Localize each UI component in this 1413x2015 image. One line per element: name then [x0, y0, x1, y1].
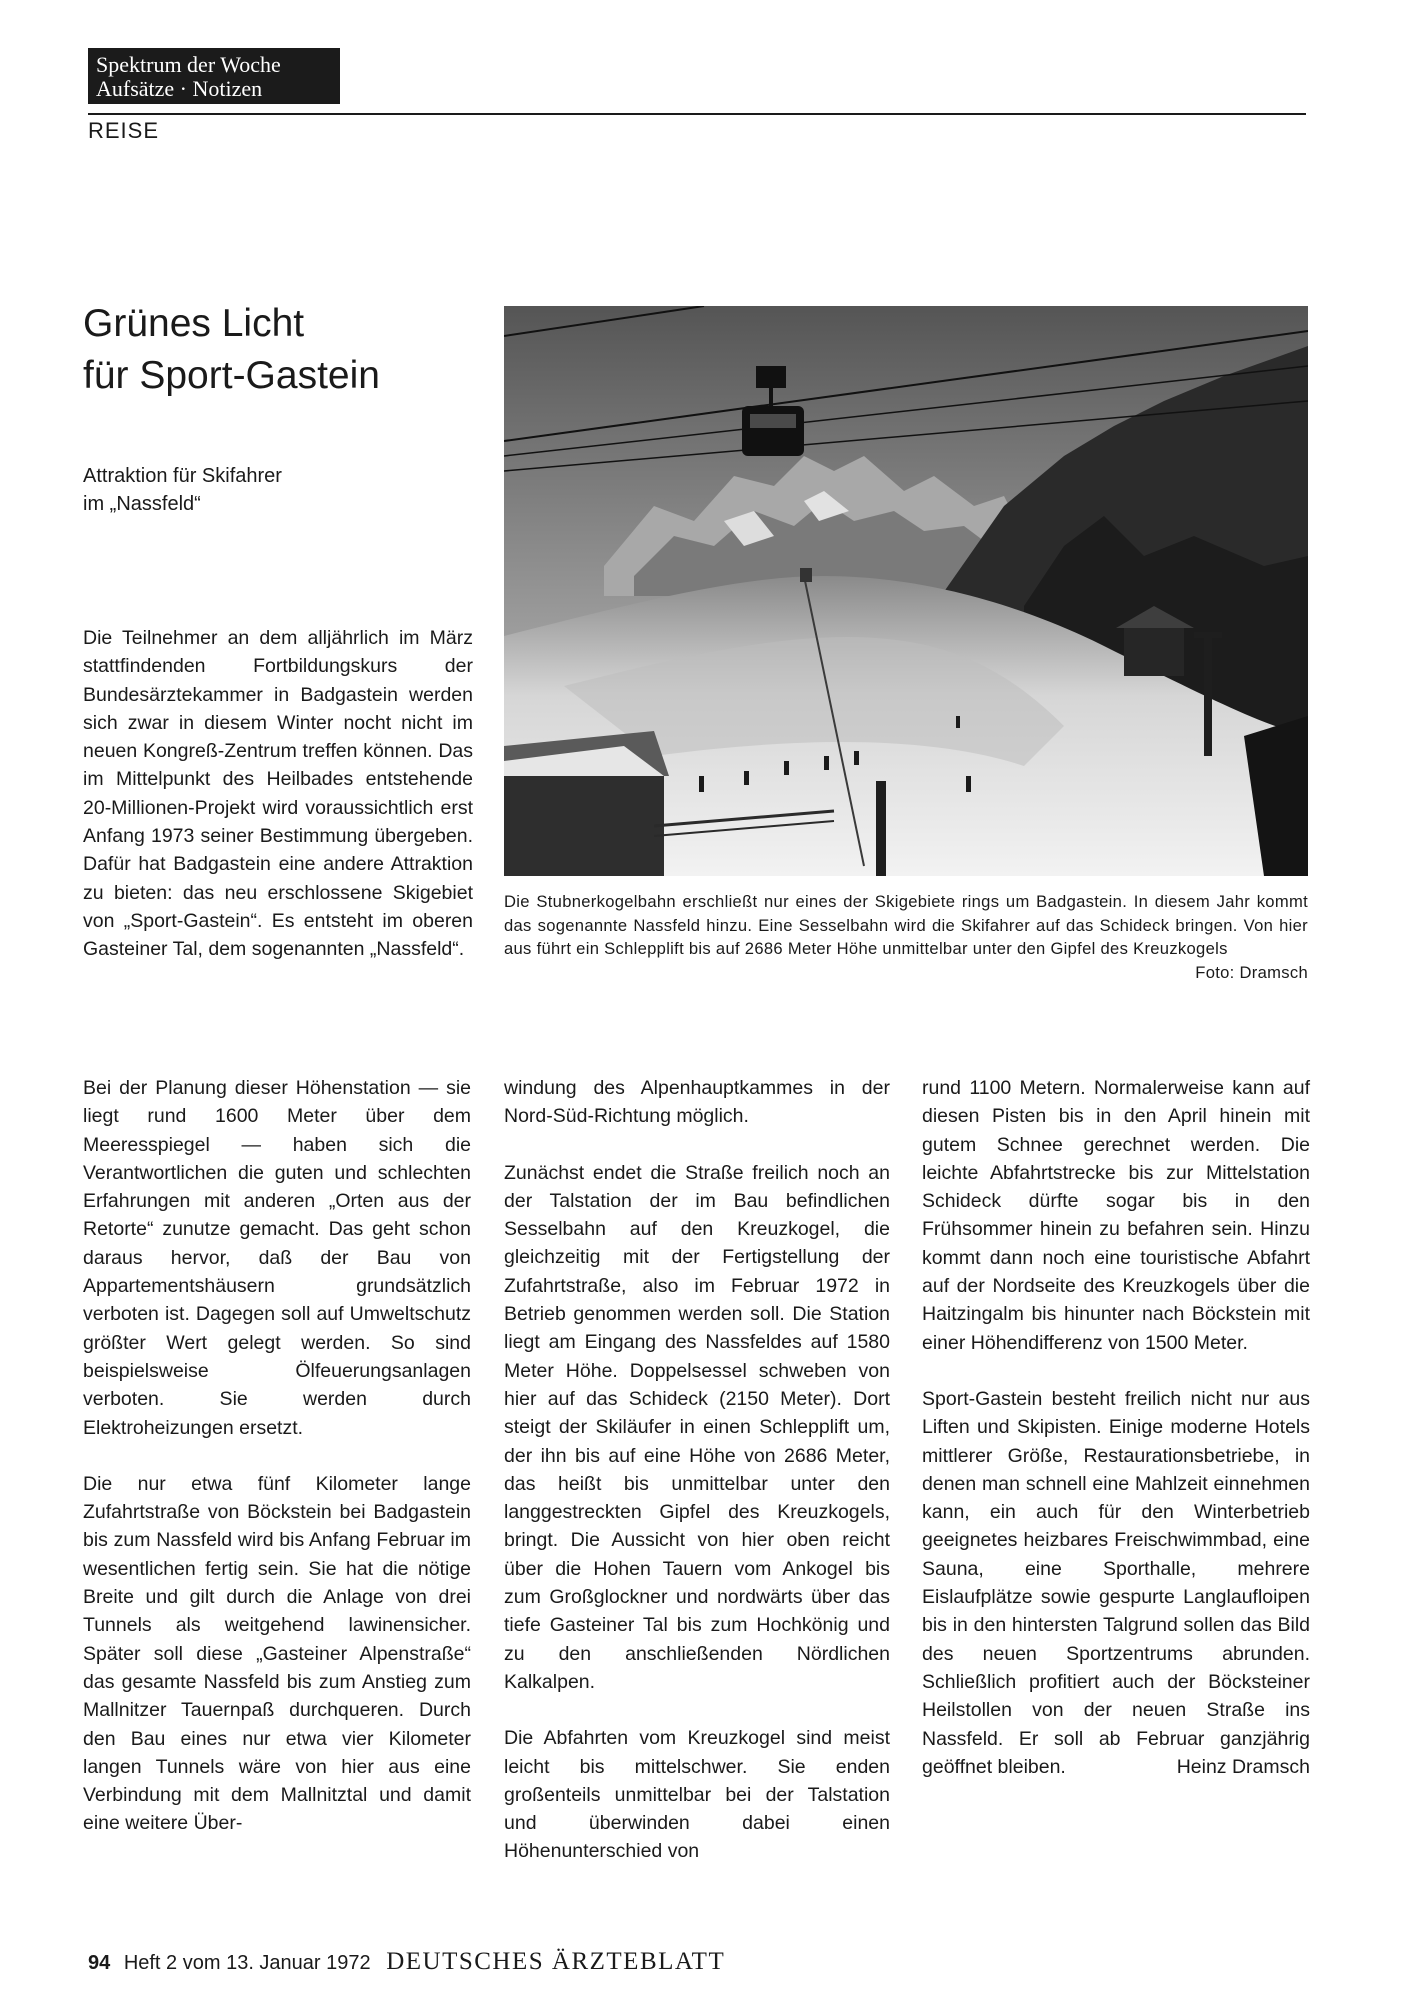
magazine-name: DEUTSCHES ÄRZTEBLATT — [386, 1948, 726, 1975]
paragraph: windung des Alpenhauptkammes in der Nord-Süd-Richtung möglich. — [504, 1077, 890, 1128]
rubric-line-1: Spektrum der Woche — [96, 52, 281, 77]
photo-caption — [504, 890, 1308, 984]
paragraph: Die Abfahrten vom Kreuzkogel sind meist leicht bis mittelschwer. Sie enden großenteils unmittelbar bei der Talstation und überwinden dabei einen Höhenunterschied von — [504, 1727, 890, 1863]
issue-info: Heft 2 vom 13. Januar 1972 — [123, 1952, 371, 1974]
lead-paragraph: Die Teilnehmer an dem alljährlich im März stattfindenden Fortbildungskurs der Bundesärztekammer in Badgastein werden sich zwar in diesem Winter nocht nicht im neuen Kongreß-Zentrum treffen können. Das im Mittelpunkt des Heilbades entstehende 20-Millionen-Projekt wird voraussichtlich erst Anfang 1973 seiner Bestimmung übergeben. Dafür hat Badgastein eine andere Attraktion zu bieten: das neu erschlossene Skigebiet von „Sport-Gastein“. Es entsteht im oberen Gasteiner Tal, dem sogenannten „Nassfeld“. — [83, 627, 473, 961]
cable-car-ski-slope-image — [504, 306, 1308, 876]
article-lead — [83, 624, 473, 964]
rubric-line-2: Aufsätze · Notizen — [96, 76, 263, 101]
article-subtitle-line-2: im „Nassfeld“ — [83, 493, 201, 515]
caption-text: Die Stubnerkogelbahn erschließt nur eines der Skigebiete rings um Badgastein. In diesem Jahr kommt das sogenannte Nassfeld hinzu. Eine Sesselbahn wird die Skifahrer auf das Schideck bringen. Von hier aus führt ein Schlepplift bis auf 2686 Meter Höhe unmittelbar unter den Gipfel des Kreuzkogels — [504, 892, 1308, 958]
header-rule — [88, 113, 1306, 115]
paragraph: rund 1100 Metern. Normalerweise kann auf diesen Pisten bis in den April hinein mit gutem Schnee gerechnet werden. Die leichte Abfahrtstrecke bis zur Mittelstation Schideck dürfte sogar bis in den Frühsommer hinein zu befahren sein. Hinzu kommt dann noch eine touristische Abfahrt auf der Nordseite des Kreuzkogels über die Haitzingalm bis hinunter nach Böckstein mit einer Höhendifferenz von 1500 Meter. — [922, 1077, 1310, 1354]
page-footer — [88, 1948, 725, 1976]
ski-resort-photo — [504, 306, 1308, 876]
article-title — [83, 298, 380, 402]
rubric-badge — [88, 48, 340, 104]
article-subtitle — [83, 462, 282, 518]
article-title-line-2: für Sport-Gastein — [83, 354, 380, 397]
article-subtitle-line-1: Attraktion für Skifahrer — [83, 465, 282, 487]
text-column-3 — [922, 1074, 1310, 1781]
page-number: 94 — [88, 1952, 111, 1974]
section-label: REISE — [88, 118, 160, 143]
paragraph — [922, 1385, 1310, 1781]
text-column-1 — [83, 1074, 471, 1838]
paragraph: Die nur etwa fünf Kilometer lange Zufahrtstraße von Böckstein bei Badgastein bis zum Nassfeld wird bis Anfang Februar im wesentlichen fertig sein. Sie hat die nötige Breite und gilt durch die Anlage von drei Tunnels als weitgehend lawinensicher. Später soll diese „Gasteiner Alpenstraße“ das gesamte Nassfeld bis zum Anstieg zum Mallnitzer Tauernpaß durchqueren. Durch den Bau eines nur etwa vier Kilometer langen Tunnels wäre von hier aus eine Verbindung mit dem Mallnitztal und damit eine weitere Über- — [83, 1472, 471, 1835]
text-column-2 — [504, 1074, 890, 1866]
paragraph: Bei der Planung dieser Höhenstation — sie liegt rund 1600 Meter über dem Meeresspiegel — haben sich die Verantwortlichen die guten und schlechten Erfahrungen mit anderen „Orten aus der Retorte“ zunutze gemacht. Das geht schon daraus hervor, daß der Bau von Appartementshäusern grundsätzlich verboten ist. Dagegen soll auf Umweltschutz größter Wert gelegt werden. So sind beispielsweise Ölfeuerungsanlagen verboten. Sie werden durch Elektroheizungen ersetzt. — [83, 1077, 471, 1439]
paragraph-text: Sport-Gastein besteht freilich nicht nur aus Liften und Skipisten. Einige moderne Hotels mittlerer Größe, Restaurationsbetriebe, in denen man schnell eine Mahlzeit einnehmen kann, ein auch für den Winterbetrieb geeignetes heizbares Freischwimmbad, eine Sauna, eine Sporthalle, mehrere Eislaufplätze sowie gespurte Langlaufloipen bis in den hintersten Talgrund sollen das Bild des neuen Sportzentrums abrunden. Schließlich profitiert auch der Böcksteiner Heilstollen von der neuen Straße ins Nassfeld. Er soll ab Februar ganzjährig geöffnet bleiben. — [922, 1387, 1310, 1778]
photo-credit: Foto: Dramsch — [1195, 962, 1308, 982]
author-name: Heinz Dramsch — [1176, 1755, 1310, 1778]
paragraph: Zunächst endet die Straße freilich noch an der Talstation der im Bau befindlichen Sesselbahn auf den Kreuzkogel, die gleichzeitig mit der Fertigstellung der Zufahrtstraße, also im Februar 1972 in Betrieb genommen werden soll. Die Station liegt am Eingang des Nassfeldes auf 1580 Meter Höhe. Doppelsessel schweben von hier auf das Schideck (2150 Meter). Dort steigt der Skiläufer in einen Schlepplift um, der ihn bis auf eine Höhe von 2686 Meter, das heißt bis unmittelbar unter den langgestreckten Gipfel des Kreuzkogels, bringt. Die Aussicht von hier oben reicht über die Hohen Tauern vom Ankogel bis zum Großglockner und nordwärts über das tiefe Gasteiner Tal bis zum Hochkönig und zu den anschließenden Nördlichen Kalkalpen. — [504, 1161, 890, 1693]
article-title-line-1: Grünes Licht — [83, 302, 305, 345]
